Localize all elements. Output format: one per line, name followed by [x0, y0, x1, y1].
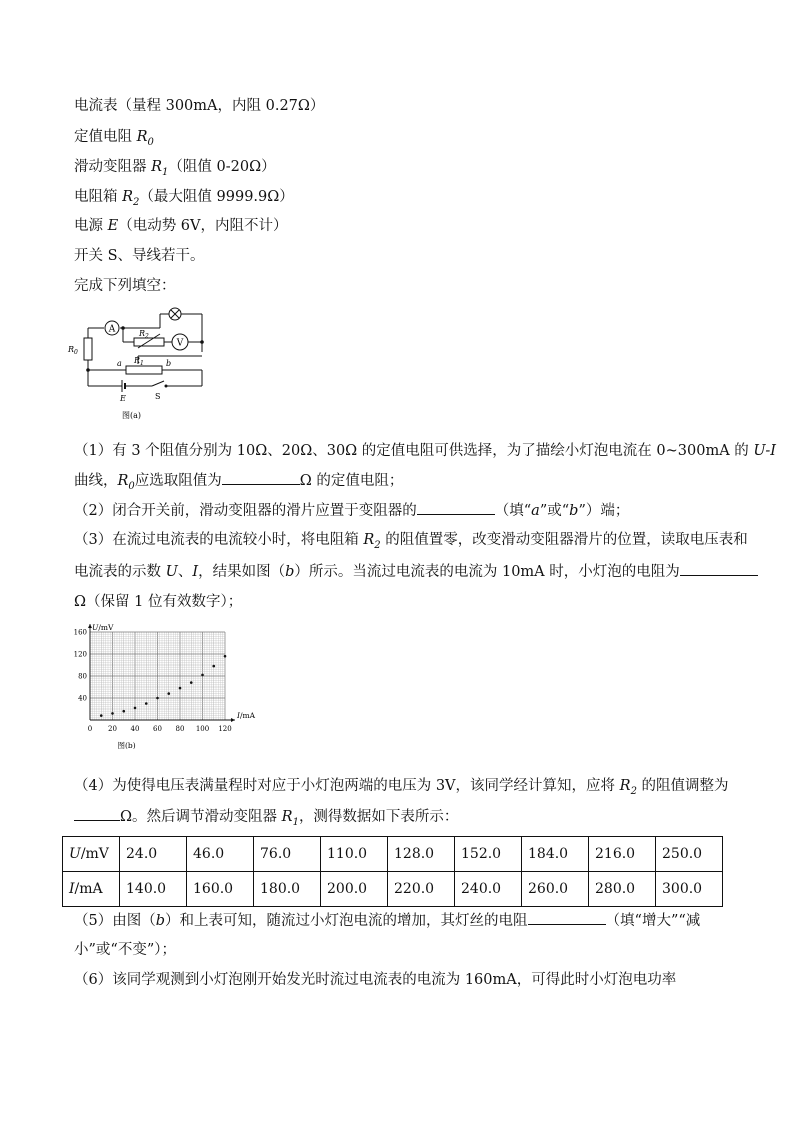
data-point [224, 655, 227, 658]
x-tick-label: 100 [195, 725, 210, 733]
table-row [63, 837, 723, 872]
circuit-caption: 图(a) [122, 411, 142, 420]
table-cell: 140.0 [120, 872, 187, 907]
table-cell: 46.0 [187, 837, 254, 872]
end-a-label: a [117, 359, 122, 368]
q4-line1: （4）为使得电压表满量程时对应于小灯泡两端的电压为 3V，该同学经计算知，应将 $R_2$ 的阻值调整为 [74, 778, 729, 797]
q1-line1: （1）有 3 个阻值分别为 10Ω、20Ω、30Ω 的定值电阻可供选择，为了描绘小灯泡电流在 0~300mA 的 U-I [74, 443, 776, 459]
table-cell: 216.0 [589, 837, 656, 872]
equipment-line-3: 滑动变阻器 $R_1$（阻值 0-20Ω） [74, 159, 276, 178]
ui-chart [64, 618, 264, 754]
table-cell: 76.0 [254, 837, 321, 872]
q3-answer-blank[interactable] [680, 561, 758, 576]
x-tick-label: 20 [108, 725, 117, 733]
y-tick-label: 40 [78, 694, 87, 703]
equipment-line-2: 定值电阻 $R_0$ [74, 129, 154, 148]
table-cell: 180.0 [254, 872, 321, 907]
x-axis-label: I/mA [237, 711, 256, 720]
y-tick-label: 80 [78, 672, 87, 681]
equipment-line-6: 开关 S、导线若干。 [74, 248, 205, 264]
q2-line: （2）闭合开关前，滑动变阻器的滑片应置于变阻器的 （填“a”或“b”）端； [74, 500, 629, 521]
q5-answer-blank[interactable] [528, 910, 606, 925]
data-point [179, 687, 182, 690]
y-axis-label: U/mV [92, 623, 114, 632]
r1-resistor-box [126, 366, 162, 374]
table-cell: 110.0 [321, 837, 388, 872]
circuit-diagram [66, 300, 216, 425]
q1-answer-blank[interactable] [222, 470, 300, 485]
q5-line2: 小”或“不变”）； [74, 942, 176, 958]
table-cell: 220.0 [388, 872, 455, 907]
q6-line1: （6）该同学观测到小灯泡刚开始发光时流过电流表的电流为 160mA，可得此时小灯泡电功率 [74, 972, 677, 988]
ammeter-label: A [108, 324, 116, 335]
x-tick-label: 60 [153, 725, 162, 733]
table-cell: 160.0 [187, 872, 254, 907]
x-axis-arrow [231, 718, 235, 722]
table-row-header: U/mV [63, 837, 120, 872]
table-row-header: I/mA [63, 872, 120, 907]
table-cell: 152.0 [455, 837, 522, 872]
table-cell: 250.0 [656, 837, 723, 872]
r1-label: $R_1$ [134, 356, 144, 367]
r2-label: $R_2$ [139, 329, 149, 340]
y-tick-label: 120 [73, 650, 87, 659]
table-cell: 240.0 [455, 872, 522, 907]
q4-answer-blank[interactable] [74, 806, 120, 821]
equipment-line-1: 电流表（量程 300mA，内阻 0.27Ω） [74, 98, 325, 114]
x-tick-label: 80 [175, 725, 185, 733]
q3-line2: 电流表的示数 U、I，结果如图（b）所示。当流过电流表的电流为 10mA 时，小灯泡的电阻为 [74, 561, 758, 582]
chart-caption: 图(b) [117, 741, 136, 750]
q2-answer-blank[interactable] [417, 500, 495, 515]
table-cell: 128.0 [388, 837, 455, 872]
table-cell: 280.0 [589, 872, 656, 907]
q3-line1: （3）在流过电流表的电流较小时，将电阻箱 $R_2$ 的阻值置零，改变滑动变阻器滑片的位置，读取电压表和 [74, 532, 748, 551]
table-cell: 260.0 [522, 872, 589, 907]
data-point [100, 714, 103, 717]
source-label: E [120, 394, 126, 403]
equipment-line-4: 电阻箱 $R_2$（最大阻值 9999.9Ω） [74, 189, 294, 208]
x-tick-label: 0 [87, 725, 93, 733]
table-row [63, 872, 723, 907]
r0-label: $R_0$ [68, 345, 78, 356]
q4-line2: Ω。然后调节滑动变阻器 $R_1$，测得数据如下表所示： [74, 806, 458, 833]
r0-resistor-box [84, 338, 92, 360]
x-tick-label: 120 [218, 725, 232, 733]
table-cell: 200.0 [321, 872, 388, 907]
voltmeter-label: V [176, 338, 184, 349]
data-table [62, 836, 723, 907]
data-point [156, 697, 159, 700]
x-tick-label: 40 [130, 725, 140, 733]
q1-line2: 曲线，$R_0$应选取阻值为 Ω 的定值电阻； [74, 470, 403, 497]
switch-label: S [155, 392, 161, 401]
equipment-line-5: 电源 E（电动势 6V，内阻不计） [74, 218, 288, 234]
instruction: 完成下列填空： [74, 278, 176, 294]
data-point [134, 707, 137, 710]
data-point [212, 665, 215, 668]
end-b-label: b [166, 359, 172, 368]
table-cell: 184.0 [522, 837, 589, 872]
data-point [167, 692, 170, 695]
q3-line3: Ω（保留 1 位有效数字）； [74, 594, 243, 610]
y-tick-label: 160 [73, 628, 87, 637]
r2-resistor-box [134, 338, 164, 346]
table-cell: 24.0 [120, 837, 187, 872]
data-point [111, 712, 114, 715]
data-point [201, 674, 204, 677]
q5-line1: （5）由图（b）和上表可知，随流过小灯泡电流的增加，其灯丝的电阻 （填“增大”“减 [74, 910, 700, 931]
data-point [190, 681, 193, 684]
data-point [145, 702, 148, 705]
table-cell: 300.0 [656, 872, 723, 907]
data-point [122, 710, 125, 713]
